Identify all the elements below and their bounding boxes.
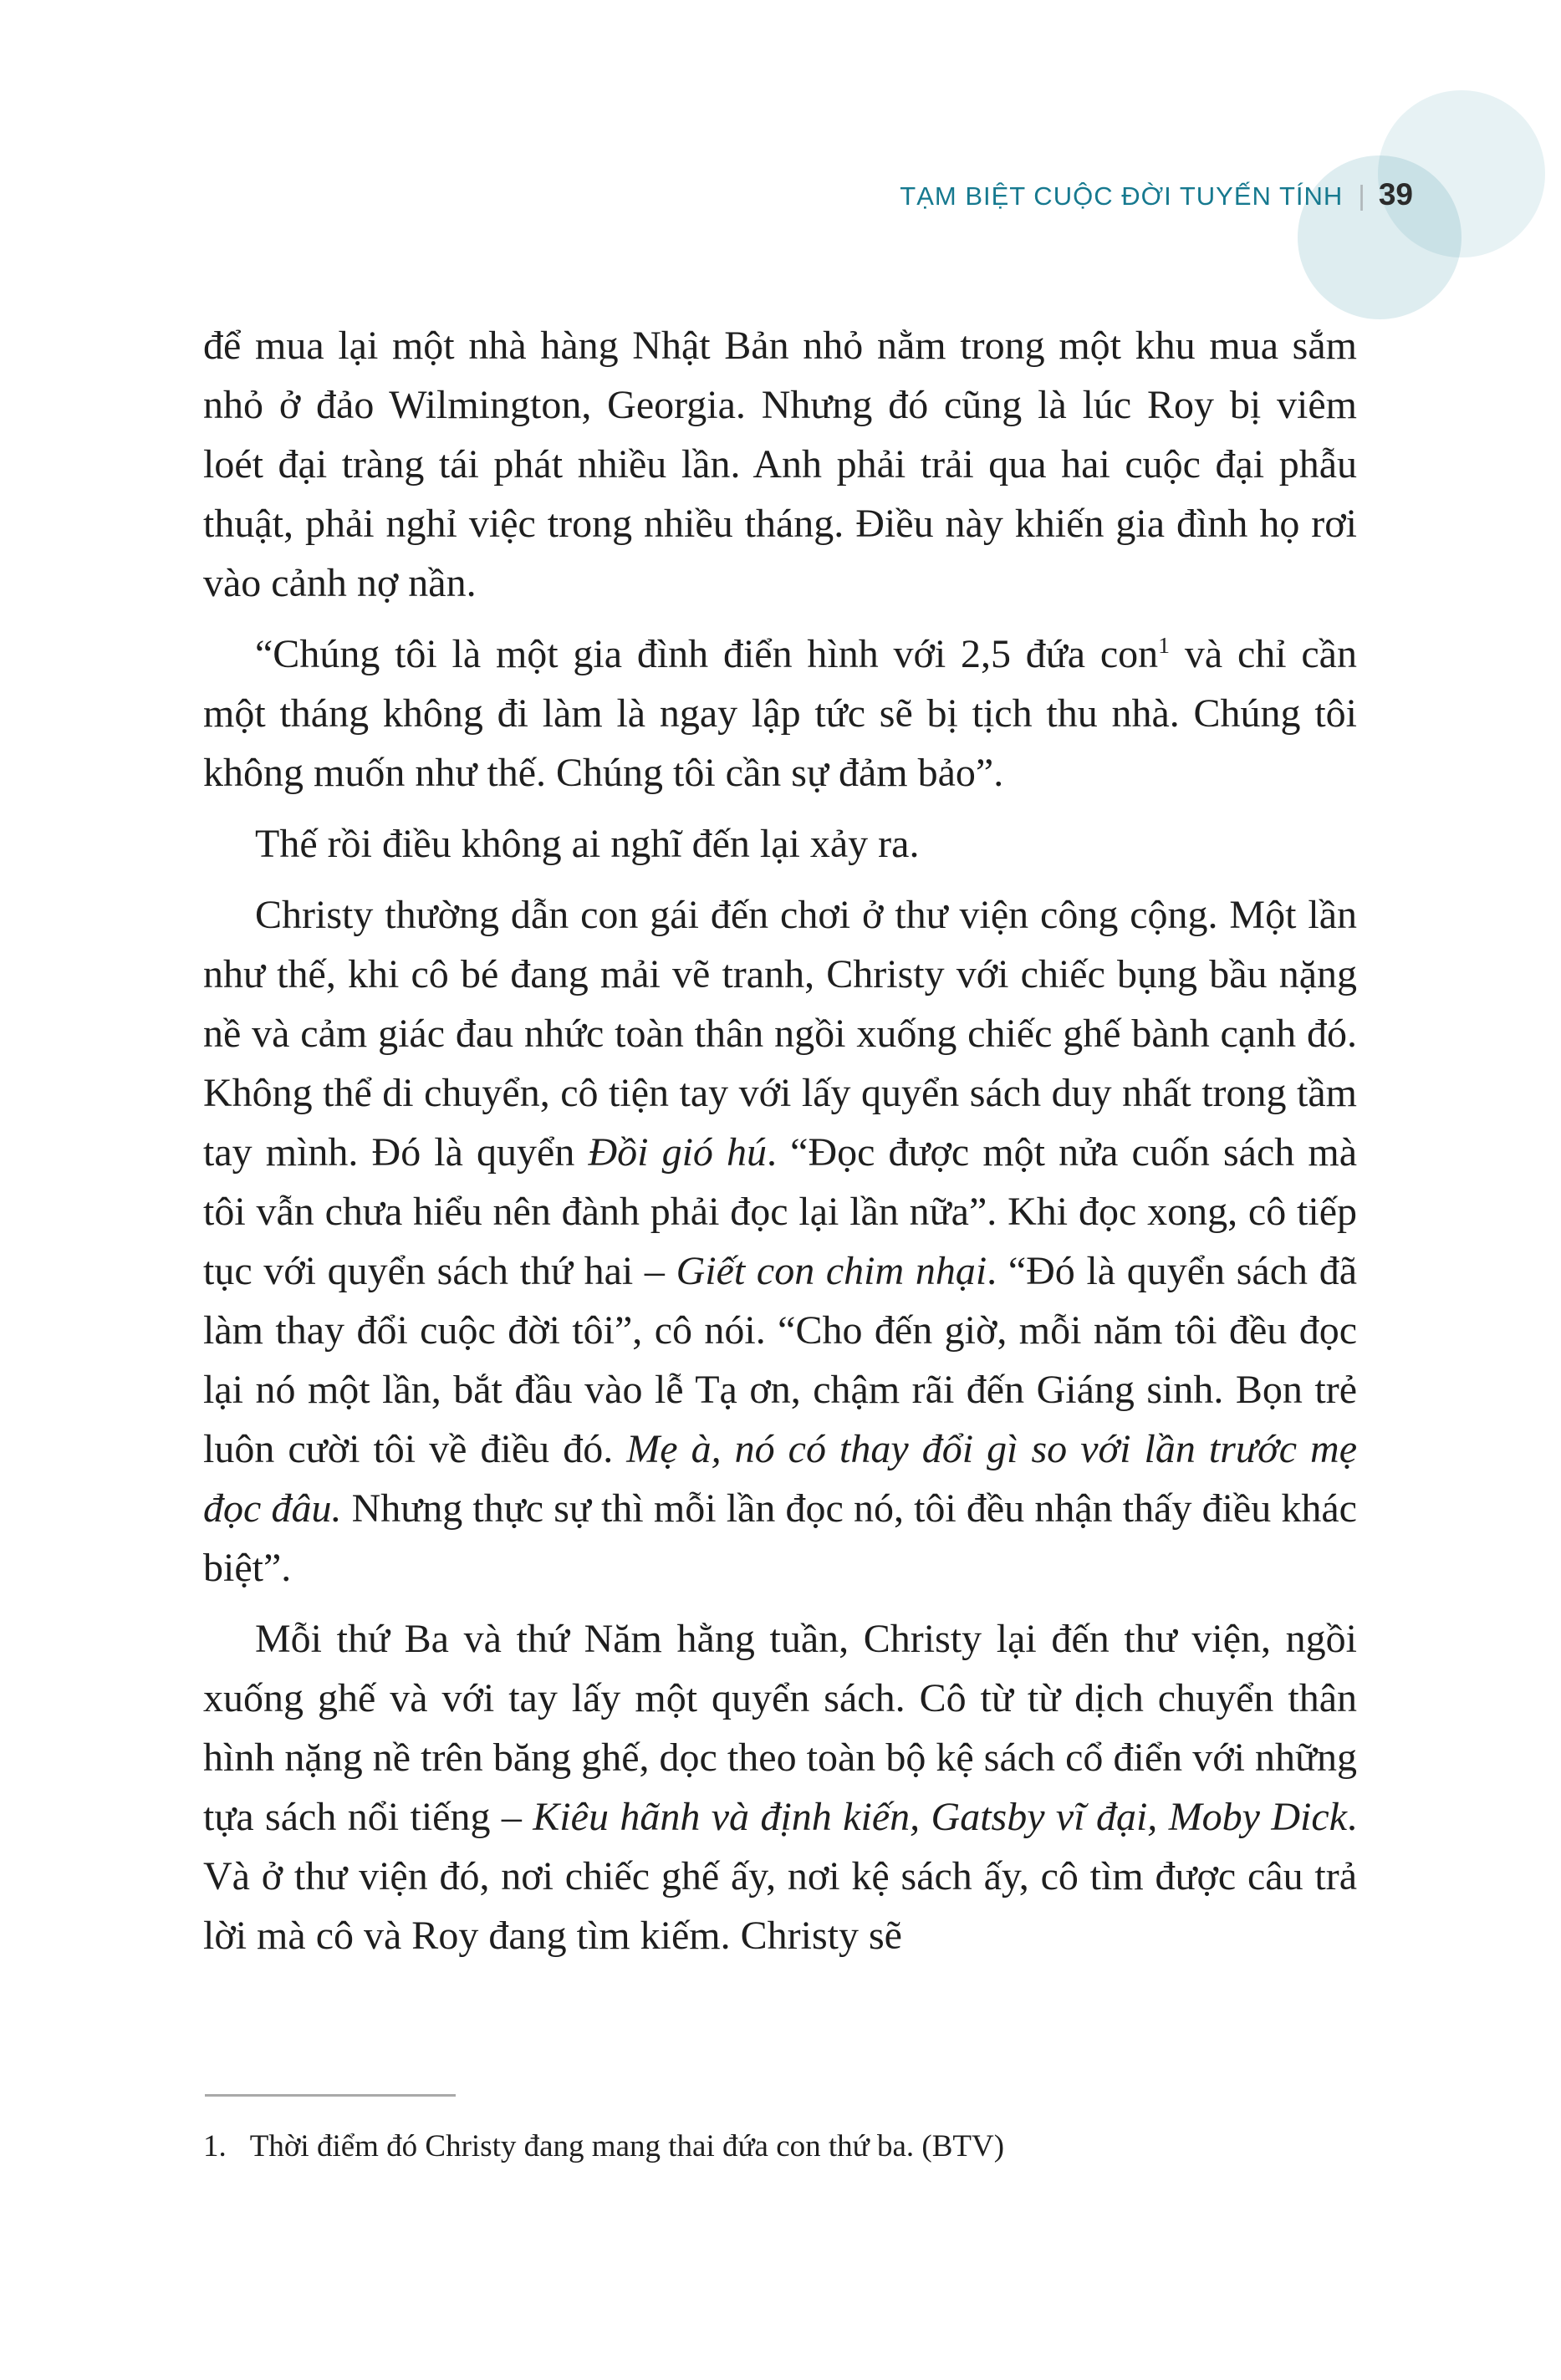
paragraph — [203, 814, 1357, 874]
footnote-area — [203, 2094, 1357, 2167]
text-run: để mua lại một nhà hàng Nhật Bản nhỏ nằm trong một khu mua sắm nhỏ ở đảo Wilmington, Georgia. Nhưng đó cũng là lúc Roy bị viêm loét đại tràng tái phát nhiều lần. Anh phải trải qua hai cuộc đại phẫu thuật, phải nghỉ việc trong nhiều tháng. Điều này khiến gia đình họ rơi vào cảnh nợ nần. — [203, 324, 1357, 605]
page-header — [900, 177, 1413, 212]
footnote-number: 1. — [203, 2129, 227, 2163]
running-head-title: TẠM BIỆT CUỘC ĐỜI TUYẾN TÍNH — [900, 181, 1344, 211]
footnote — [203, 2127, 1357, 2167]
text-run: Thế rồi điều không ai nghĩ đến lại xảy ra. — [255, 822, 920, 866]
footnote-rule — [205, 2094, 456, 2097]
footnote-marker: 1 — [1158, 633, 1171, 659]
footnote-text: Thời điểm đó Christy đang mang thai đứa con thứ ba. (BTV) — [249, 2129, 1005, 2163]
paragraph — [203, 316, 1357, 613]
text-run: Christy thường dẫn con gái đến chơi ở thư viện công cộng. Một lần như thế, khi cô bé đang mải vẽ tranh, Christy với chiếc bụng bầu nặng nề và cảm giác đau nhức toàn thân ngồi xuống chiếc ghế bành cạnh đó. Không thể di chuyển, cô tiện tay với lấy quyển sách duy nhất trong tầm tay mình. Đó là quyển — [203, 893, 1357, 1175]
page-number: 39 — [1378, 177, 1413, 211]
text-run: Nhưng thực sự thì mỗi lần đọc nó, tôi đều nhận thấy điều khác biệt”. — [203, 1486, 1357, 1590]
body-text — [203, 316, 1357, 1965]
header-separator: | — [1358, 180, 1365, 211]
paragraph — [203, 885, 1357, 1598]
text-run: “Chúng tôi là một gia đình điển hình với 2,5 đứa con — [255, 632, 1159, 676]
text-run: và chỉ cần một tháng không đi làm là ngay lập tức sẽ bị tịch thu nhà. Chúng tôi không muốn như thế. Chúng tôi cần sự đảm bảo”. — [203, 632, 1357, 795]
italic-text: Đồi gió hú — [588, 1130, 768, 1175]
paragraph — [203, 624, 1357, 803]
text-run: . “Đọc được một nửa cuốn sách mà tôi vẫn chưa hiểu nên đành phải đọc lại lần nữa”. Khi đọc xong, cô tiếp tục với quyển sách thứ hai – — [203, 1130, 1357, 1293]
text-run: . “Đó là quyển sách đã làm thay đổi cuộc đời tôi”, cô nói. “Cho đến giờ, mỗi năm tôi đều đọc lại nó một lần, bắt đầu vào lễ Tạ ơn, chậm rãi đến Giáng sinh. Bọn trẻ luôn cười tôi về điều đó. — [203, 1249, 1357, 1471]
italic-text: Giết con chim nhại — [676, 1249, 987, 1293]
paragraph — [203, 1609, 1357, 1965]
italic-text: Kiêu hãnh và định kiến, Gatsby vĩ đại, Moby Dick — [533, 1795, 1347, 1839]
text-run: Mỗi thứ Ba và thứ Năm hằng tuần, Christy lại đến thư viện, ngồi xuống ghế và với tay lấy một quyển sách. Cô từ từ dịch chuyển thân hình nặng nề trên băng ghế, dọc theo toàn bộ kệ sách cổ điển với những tựa sách nổi tiếng – — [203, 1617, 1357, 1839]
italic-text: Mẹ à, nó có thay đổi gì so với lần trước mẹ đọc đâu. — [203, 1427, 1358, 1531]
text-run: . Và ở thư viện đó, nơi chiếc ghế ấy, nơi kệ sách ấy, cô tìm được câu trả lời mà cô và Roy đang tìm kiếm. Christy sẽ — [203, 1795, 1357, 1958]
